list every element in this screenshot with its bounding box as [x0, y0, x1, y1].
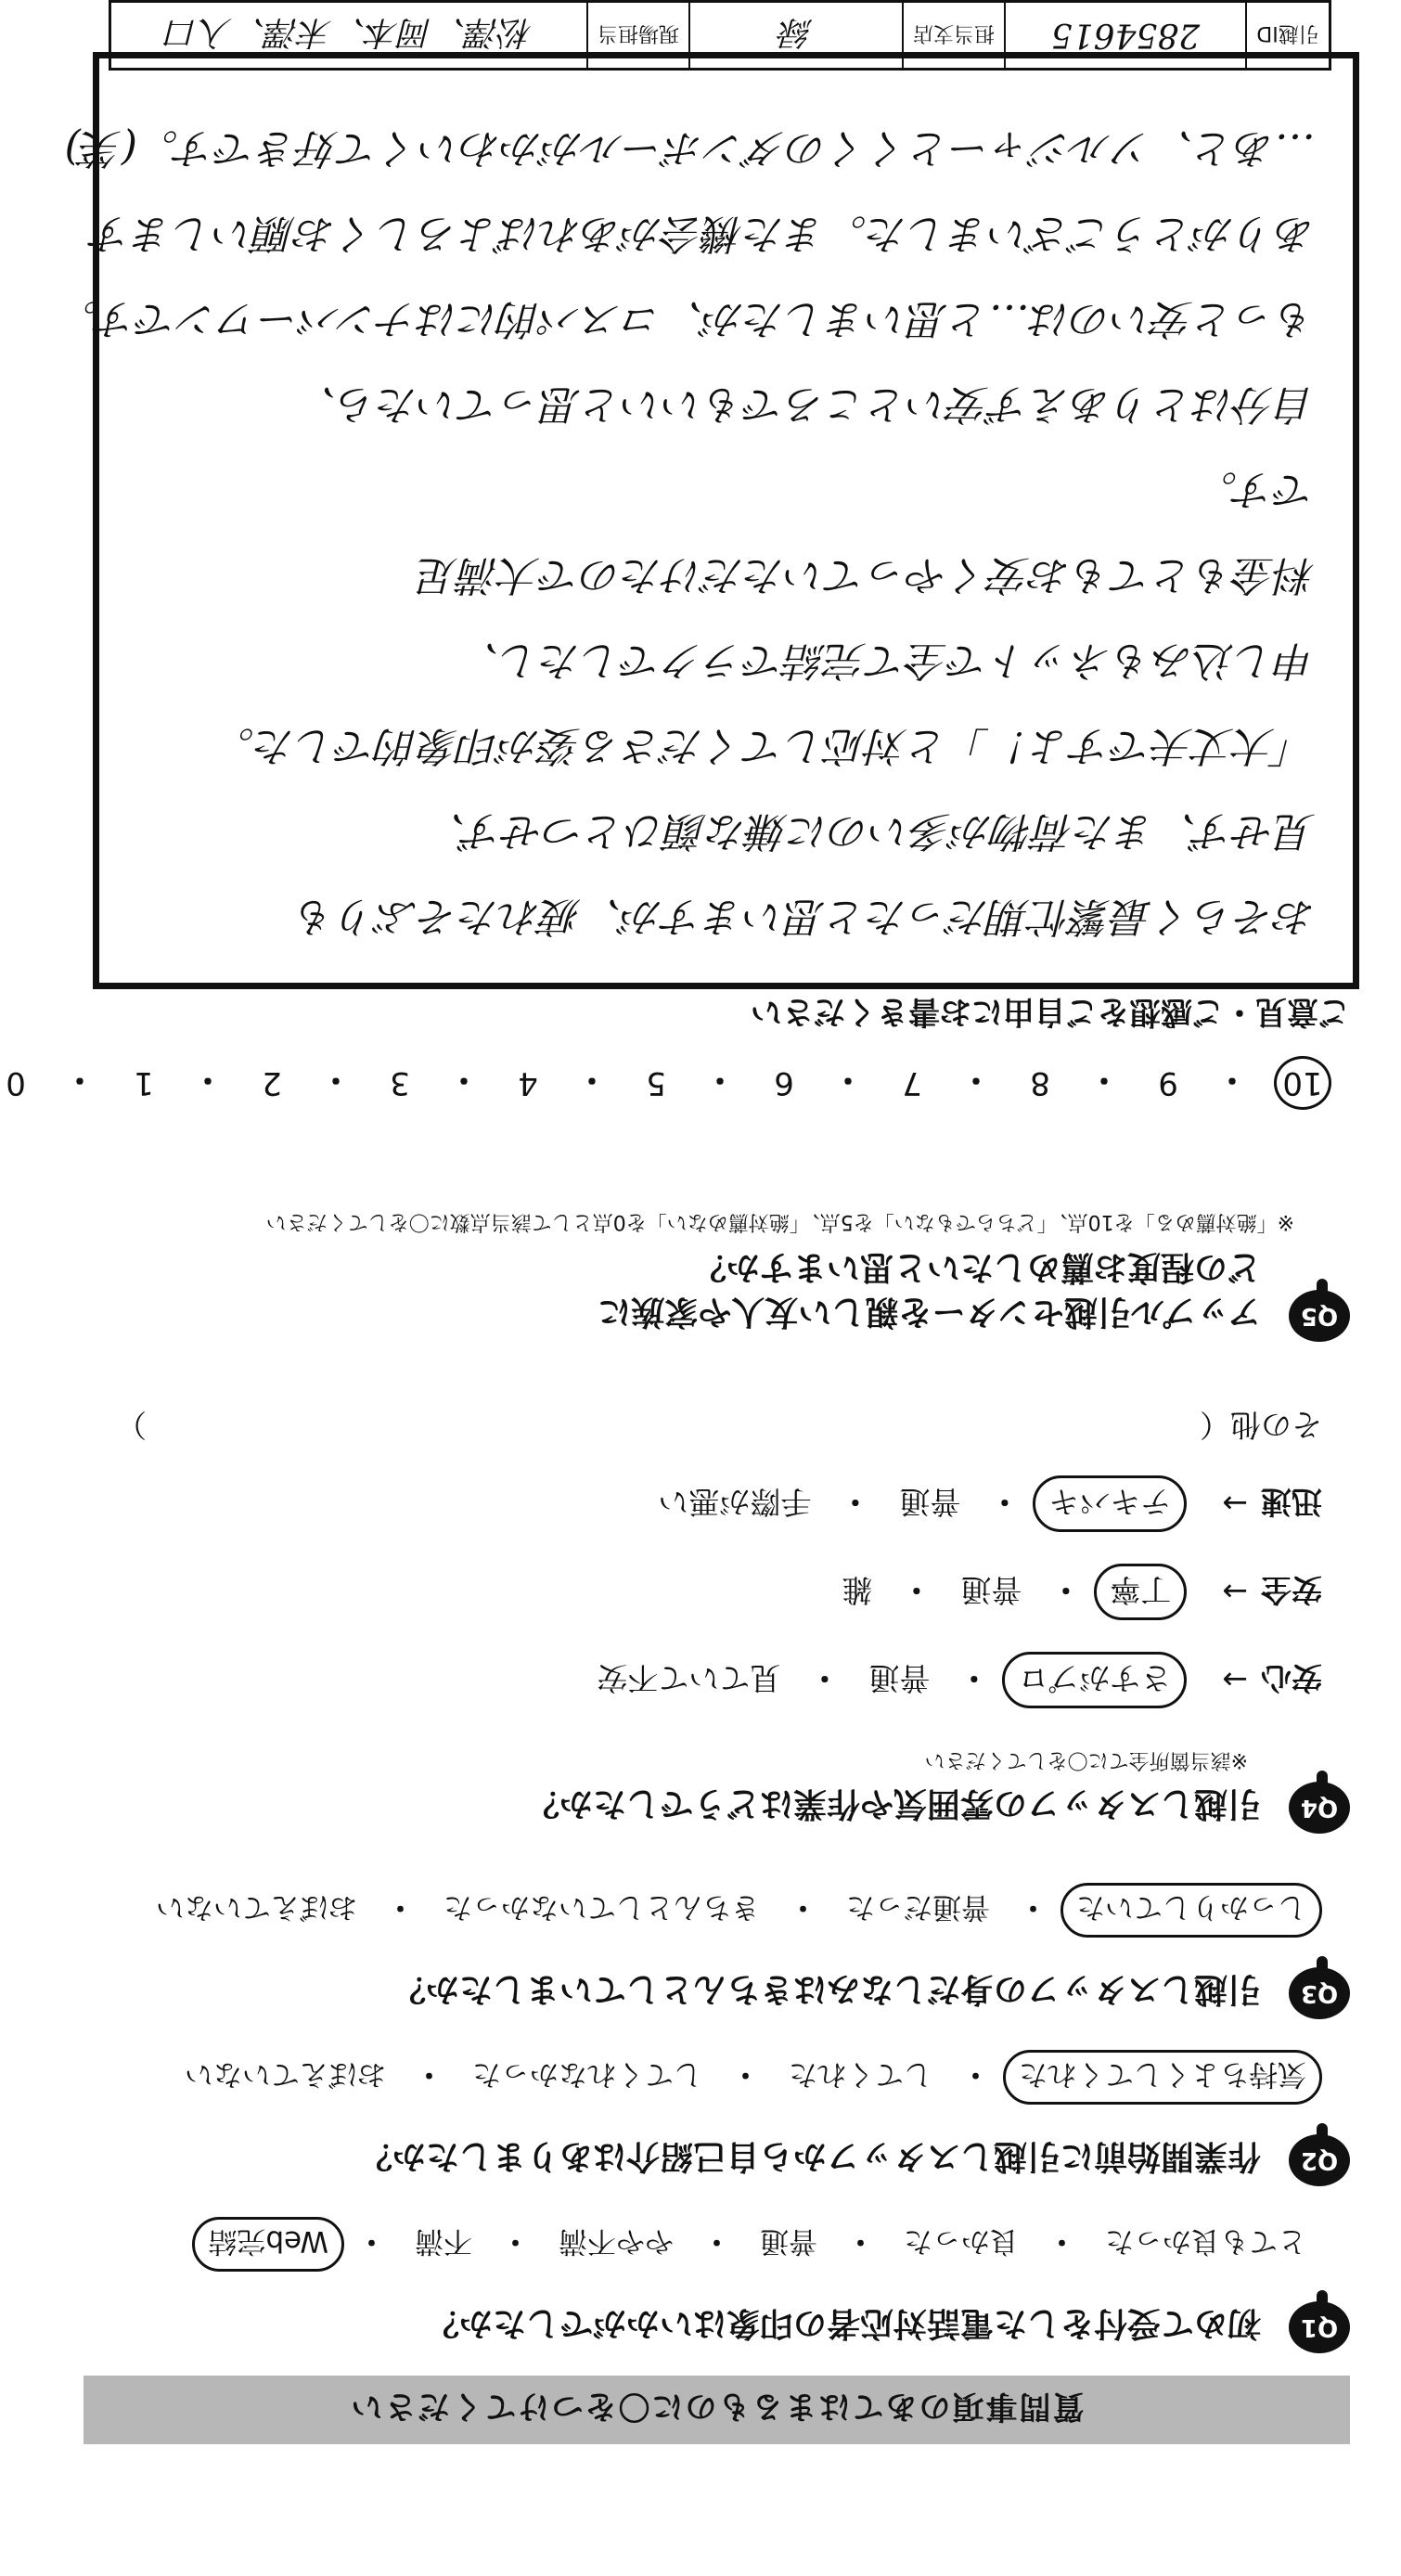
staff-value: 松澤、岡本、末澤、入口	[165, 13, 533, 52]
staff-label: 現場担当	[586, 3, 688, 68]
q4-option-selected[interactable]: 丁寧	[1094, 1564, 1187, 1620]
q4-option[interactable]: 見ていて不安	[597, 1660, 781, 1696]
q4-row-label: 迅速	[1261, 1484, 1322, 1520]
q5-note: ※「絶対薦める」を10点、「どちらでもない」を5点、「絶対薦めない」を0点として該当点数に〇をしてください	[265, 1210, 1294, 1233]
q4-row-jinsoku: 迅速 → テキパキ ・ 普通 ・ 手際が悪い	[642, 1475, 1322, 1532]
instruction-banner: 質問事項のあてはまるものに〇をつけてください	[84, 2376, 1350, 2444]
q1-option[interactable]: 普通	[760, 2224, 817, 2258]
q5-score[interactable]: 9	[1158, 1064, 1178, 1101]
q3-option[interactable]: 普通だった	[846, 1890, 990, 1924]
comment-line: です。	[1196, 466, 1316, 513]
q3-option[interactable]: きちんとしていなかった	[443, 1890, 760, 1924]
q4-badge: Q4	[1289, 1782, 1350, 1834]
id-label: 引越ID	[1245, 3, 1329, 68]
q4-text: 引越しスタッフの雰囲気や作業はどうでしたか？	[525, 1784, 1261, 1823]
q4-row-label: 安全	[1261, 1572, 1322, 1608]
q2-option-selected[interactable]: 気持ちよくしてくれた	[1003, 2050, 1322, 2105]
q5-score[interactable]: 0	[6, 1064, 26, 1101]
comment-line: …あと、ソルジャーとくくのダンボールがかわいくて好きです。(笑)	[64, 124, 1316, 172]
q4-row-anshin: 安心 → さすがプロ ・ 普通 ・ 見ていて不安	[581, 1652, 1322, 1708]
id-value: 2854615	[1004, 3, 1245, 68]
q5-badge: Q5	[1289, 1290, 1350, 1342]
q1-options: とても良かった ・ 良かった ・ 普通 ・ やや不満 ・ 不満 ・ Web完結	[192, 2217, 1322, 2272]
comment-line: 料金もとてもお安くやっていただけたので大満足	[418, 551, 1316, 599]
q5-score-selected[interactable]: 10	[1274, 1056, 1331, 1110]
branch-value: 緑	[688, 3, 902, 68]
comment-line: 自分はとりあえず安いところでもいいと思っていたら、	[295, 380, 1316, 428]
q2-text: 作業開始前に引越しスタッフから自己紹介はありましたか？	[358, 2137, 1261, 2175]
q5-text-line1: アップル引越センターを親しい友人や家族に	[598, 1293, 1261, 1331]
q1-option[interactable]: やや不満	[559, 2224, 674, 2258]
q4-other	[116, 1405, 1322, 1449]
q4-option[interactable]: 普通	[899, 1484, 961, 1520]
q5-score[interactable]: 5	[646, 1064, 666, 1101]
branch-label: 担当支店	[902, 3, 1004, 68]
q1-option[interactable]: 良かった	[904, 2224, 1019, 2258]
q4-note: ※該当箇所全てに〇をしてください	[924, 1748, 1248, 1771]
q4-other-close: ）	[116, 1407, 147, 1443]
q2-option[interactable]: してくれた	[789, 2057, 932, 2091]
q2-option[interactable]: おぼえていない	[185, 2057, 386, 2091]
q4-option[interactable]: 雑	[842, 1572, 873, 1608]
q4-option[interactable]: 手際が悪い	[658, 1484, 812, 1520]
q5-score[interactable]: 7	[902, 1064, 922, 1101]
q1-text: 初めて受付をした電話対応者の印象はいかがでしたか？	[425, 2304, 1261, 2342]
q1-option[interactable]: とても良かった	[1105, 2224, 1306, 2258]
comment-line: おそらく最繁忙期だったと思いますが、疲れたそぶりも	[295, 893, 1316, 940]
q5-score[interactable]: 8	[1030, 1064, 1050, 1101]
q4-other-label: その他（	[1200, 1407, 1322, 1443]
header-table	[109, 0, 1331, 71]
q1-option[interactable]: 不満	[415, 2224, 472, 2258]
q1-option-selected[interactable]: Web完結	[192, 2217, 344, 2272]
q4-option-selected[interactable]: テキパキ	[1033, 1475, 1187, 1532]
q5-score[interactable]: 3	[390, 1064, 410, 1101]
q1-badge: Q1	[1289, 2301, 1350, 2353]
q3-text: 引越しスタッフの身だしなみはきちんとしていましたか？	[392, 1970, 1261, 2008]
q3-option[interactable]: おぼえていない	[156, 1890, 357, 1924]
q5-scale: 10 ・ 9 ・ 8 ・ 7 ・ 6 ・ 5 ・ 4 ・ 3 ・ 2 ・ 1 ・ 0	[0, 1056, 1331, 1110]
comment-line: 「大丈夫ですよ！」と対応してくださる姿が印象的でした。	[213, 722, 1316, 769]
comment-line: ありがとうございました。また機会があればよろしくお願いします	[91, 210, 1316, 257]
comments-title: ご意見・ご感想をご自由にお書きください	[751, 993, 1350, 1030]
q2-option[interactable]: してくれなかった	[472, 2057, 702, 2091]
q5-score[interactable]: 2	[262, 1064, 282, 1101]
q4-option[interactable]: 普通	[960, 1572, 1022, 1608]
comments-text	[58, 105, 1316, 959]
q5-score[interactable]: 1	[134, 1064, 154, 1101]
q5-text-line2: どの程度お薦めしたいと思いますか？	[692, 1248, 1261, 1286]
q3-badge: Q3	[1289, 1967, 1350, 2019]
comment-line: 見せず、また荷物が多いのに嫌な顔ひとつせず、	[424, 807, 1316, 855]
q5-score[interactable]: 6	[774, 1064, 794, 1101]
q3-options: しっかりしていた ・ 普通だった ・ きちんとしていなかった ・ おぼえていない	[140, 1883, 1322, 1938]
q4-row-label: 安心	[1261, 1660, 1322, 1696]
q2-badge: Q2	[1289, 2134, 1350, 2186]
comment-line: 申し込みもネットで全て完結でラクでしたし、	[458, 637, 1316, 684]
q3-option-selected[interactable]: しっかりしていた	[1060, 1883, 1322, 1938]
comment-line: もっと安いのは…と思いましたが、コスパ的にはナンバーワンです。	[58, 295, 1316, 342]
q4-option-selected[interactable]: さすがプロ	[1002, 1652, 1187, 1708]
q5-score[interactable]: 4	[518, 1064, 538, 1101]
q4-option[interactable]: 普通	[868, 1660, 931, 1696]
comments-box[interactable]	[58, 52, 1359, 989]
survey-sheet	[6, 0, 1350, 2576]
q4-row-anzen: 安全 → 丁寧 ・ 普通 ・ 雑	[826, 1564, 1322, 1620]
q2-options: 気持ちよくしてくれた ・ してくれた ・ してくれなかった ・ おぼえていない	[169, 2050, 1322, 2105]
